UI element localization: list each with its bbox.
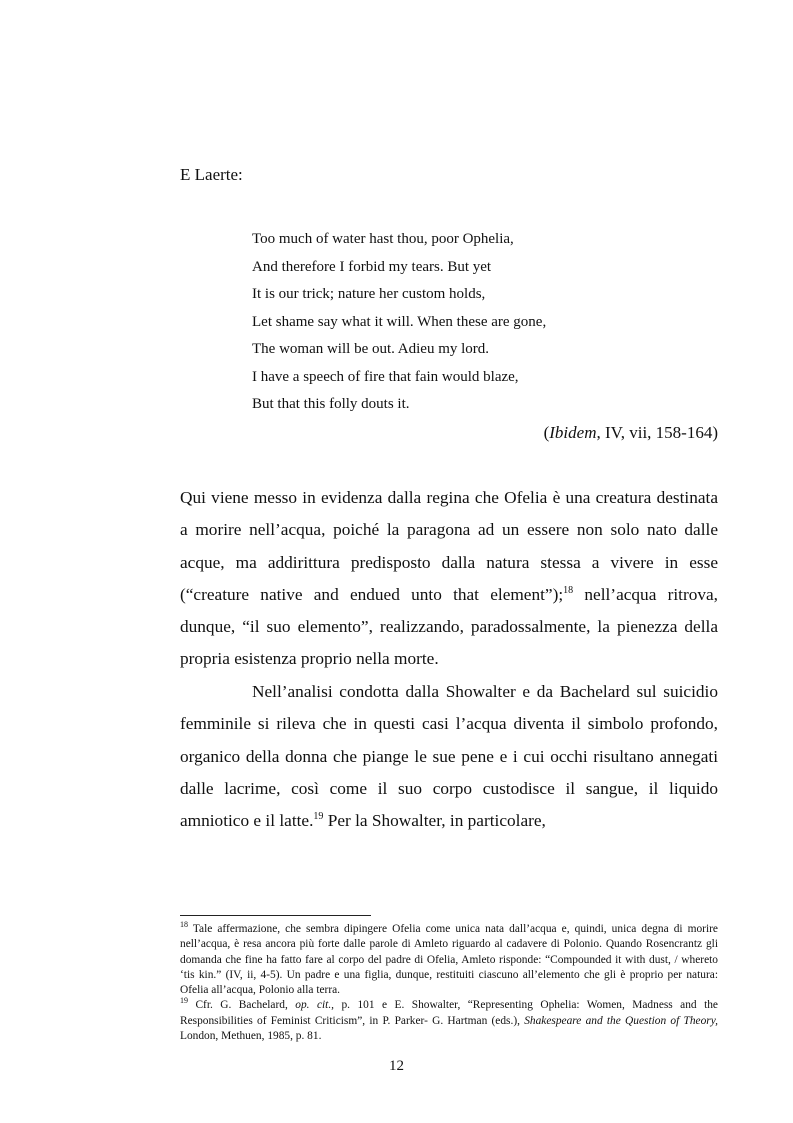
verse-line: I have a speech of fire that fain would blaze,	[252, 368, 519, 385]
paragraph-text: Per la Showalter, in particolare,	[323, 811, 546, 831]
verse-line: But that this folly douts it.	[252, 396, 410, 412]
footnote-ref-18[interactable]: 18	[563, 584, 574, 596]
intro-line: E Laerte:	[180, 165, 243, 184]
verse-line: Too much of water hast thou, poor Ophelia,	[252, 231, 514, 247]
verse-line: It is our trick; nature her custom holds,	[252, 286, 486, 302]
footnote-number: 18	[180, 920, 188, 929]
footnote-italic: op. cit.,	[295, 999, 335, 1012]
paragraph-text: Qui viene messo in evidenza dalla regina che Ofelia è una creatura destinata a morire nell’acqua, poiché la paragona ad un essere non solo nato dalle acque, ma addirittura predisposto dalla natura stessa a vivere in esse (“creature native and endued unto that element”);	[180, 488, 718, 604]
footnote-book-title: Shakespeare and the Question of Theory,	[524, 1014, 718, 1027]
footnotes	[180, 922, 718, 1044]
footnote-text: London, Methuen, 1985, p. 81.	[180, 1030, 322, 1043]
verse-citation	[544, 423, 718, 443]
footnote-separator	[180, 915, 371, 916]
footnote-text: p. 101 e E. Showalter, “Representing Ophelia: Women, Madness and the Responsibilities of Feminist Criticism”, in P. Parker- G. Hartman (eds.),	[180, 999, 718, 1027]
paragraph-text: nell’acqua ritrova, dunque, “il suo elemento”, realizzando, paradossalmente, la pienezza della propria esistenza proprio nella morte.	[180, 584, 718, 669]
verse-line: The woman will be out. Adieu my lord.	[252, 341, 490, 357]
body-paragraph-2	[180, 676, 718, 837]
page-number: 12	[389, 1058, 404, 1074]
footnote-18	[180, 922, 718, 998]
verse-line: Let shame say what it will. When these are gone,	[252, 313, 547, 330]
footnote-text: Tale affermazione, che sembra dipingere Ofelia come unica nata dall’acqua e, quindi, unica degna di morire nell’acqua, è resa ancora più forte dalle parole di Amleto riguardo al cadavere di Polonio. Quando Rosencrantz gli domanda che fine ha fatto fare al corpo del padre di Ofelia, Amleto risponde: “Compounded it with dust, / whereto ‘tis kin.” (IV, ii, 4-5). Un padre e una figlia, dunque, restituiti ciascuno all’elemento che gli è proprio per natura: Ofelia all’acqua, Polonio alla terra.	[180, 923, 718, 997]
footnote-19	[180, 998, 718, 1044]
body-paragraph-1	[180, 482, 718, 676]
footnote-number: 19	[180, 996, 188, 1006]
footnote-text: Cfr. G. Bachelard,	[188, 999, 296, 1012]
citation-reference: , IV, vii, 158-164)	[596, 423, 718, 442]
paragraph-text: Nell’analisi condotta dalla Showalter e da Bachelard sul suicidio femminile si rileva che in questi casi l’acqua diventa il simbolo profondo, organico della donna che piange le sue pene e i cui occhi risultano annegati dalle lacrime, così come il suo corpo custodisce il sangue, il liquido amniotico e il latte.	[180, 682, 718, 831]
verse-quotation	[252, 228, 546, 421]
citation-work: Ibidem	[549, 423, 597, 442]
citation-open: (	[543, 423, 550, 442]
footnote-ref-19[interactable]: 19	[313, 811, 324, 823]
verse-line: And therefore I forbid my tears. But yet	[252, 258, 492, 275]
